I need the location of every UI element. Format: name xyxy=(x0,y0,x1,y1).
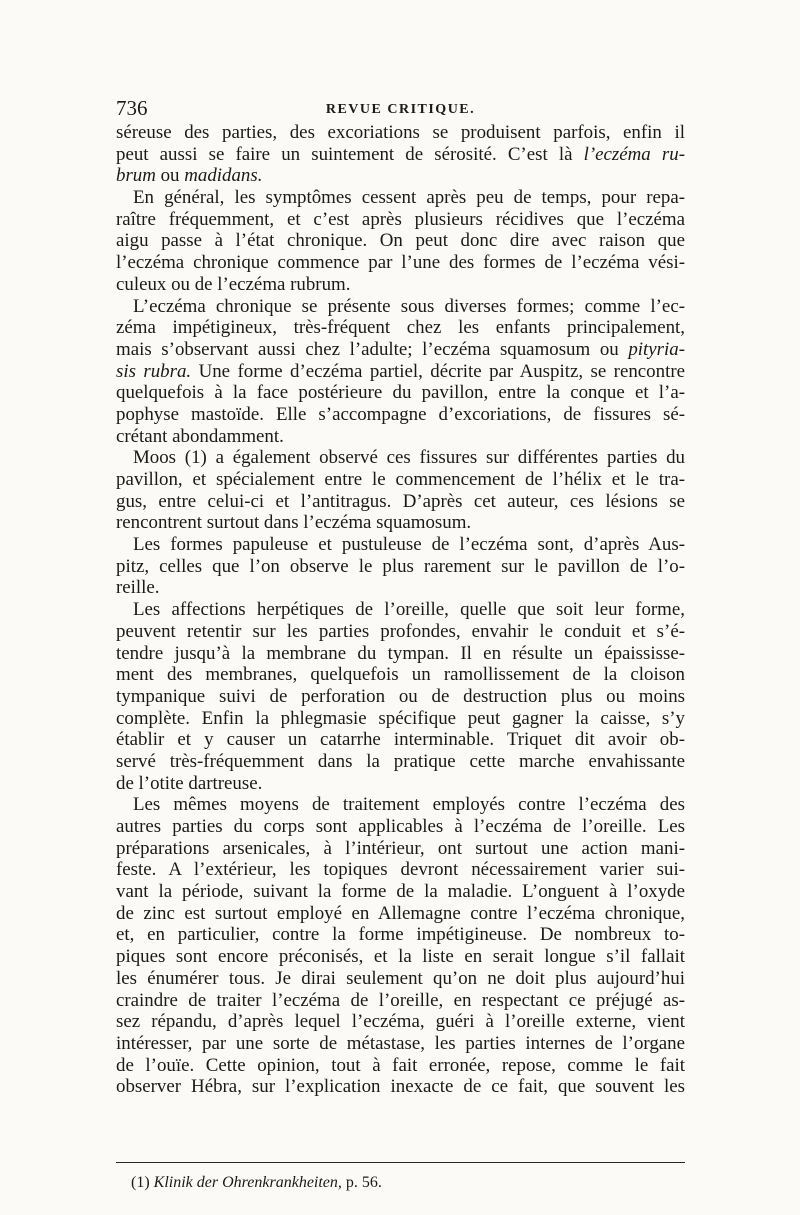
line-text: culeux ou de l’eczéma rubrum. xyxy=(116,273,351,295)
text-line xyxy=(116,1076,685,1098)
text-line xyxy=(116,990,685,1012)
line-text: L’eczéma chronique se présente sous diverses formes; comme l’ec- xyxy=(133,295,685,317)
text-line xyxy=(116,599,685,621)
footnote-title: Klinik der Ohrenkrankheiten, xyxy=(153,1174,342,1191)
line-text: zéma impétigineux, très-fréquent chez les enfants principalement, xyxy=(116,317,685,339)
text-line xyxy=(116,708,685,730)
line-text: peuvent retentir sur les parties profondes, envahir le conduit et s’é- xyxy=(116,620,685,642)
text-line xyxy=(116,643,685,665)
line-text: Les formes papuleuse et pustuleuse de l’eczéma sont, d’après Aus- xyxy=(133,534,685,556)
line-text: servé très-fréquemment dans la pratique cette marche envahissante xyxy=(116,750,685,772)
text-line xyxy=(116,729,685,751)
text-line xyxy=(116,447,685,469)
line-text: sez répandu, d’après lequel l’eczéma, guéri à l’oreille externe, vient xyxy=(116,1011,685,1033)
text-line xyxy=(116,1033,685,1055)
line-text: pavillon, et spécialement entre le commencement de l’hélix et le tra- xyxy=(116,469,685,490)
text-line xyxy=(116,664,685,686)
text-line xyxy=(116,946,685,968)
page-number: 736 xyxy=(116,96,148,120)
text-line xyxy=(116,751,685,773)
text-line xyxy=(116,382,685,404)
line-text: tendre jusqu’à la membrane du tympan. Il en résulte un épaississe- xyxy=(116,642,685,664)
text-line xyxy=(116,339,685,361)
line-italic: sis rubra. xyxy=(116,360,192,382)
text-line xyxy=(116,122,685,144)
line-text: mais s’observant aussi chez l’adulte; l’eczéma squamosum ou xyxy=(116,338,629,360)
footnote-rule xyxy=(116,1162,685,1163)
text-line xyxy=(116,577,685,599)
text-line xyxy=(116,859,685,881)
text-line xyxy=(116,686,685,708)
line-text: quelquefois à la face postérieure du pavillon, entre la conque et l’a- xyxy=(116,382,685,404)
text-line xyxy=(116,165,685,187)
text-line xyxy=(116,903,685,925)
line-text: préparations arsenicales, à l’intérieur, ont surtout une action mani- xyxy=(116,837,685,859)
line-text: pophyse mastoïde. Elle s’accompagne d’excoriations, de fissures sé- xyxy=(116,403,685,425)
text-line xyxy=(116,512,685,534)
line-italic: madidans. xyxy=(184,165,263,187)
line-italic: l’eczéma ru- xyxy=(583,143,685,165)
line-text: Une forme d’eczéma partiel, décrite par Auspitz, se rencontre xyxy=(191,360,685,382)
text-line xyxy=(116,317,685,339)
running-head: REVUE CRITIQUE. xyxy=(325,102,476,117)
line-text: raître fréquemment, et c’est après plusieurs récidives que l’eczéma xyxy=(116,208,685,230)
line-text: aigu passe à l’état chronique. On peut donc dire avec raison que xyxy=(116,230,685,252)
text-line xyxy=(116,469,685,491)
text-line xyxy=(116,144,685,166)
text-line xyxy=(116,230,685,252)
text-line xyxy=(116,773,685,795)
line-text: intéresser, par une sorte de métastase, les parties internes de l’organe xyxy=(116,1032,685,1054)
footnote xyxy=(131,1174,382,1192)
line-text: observer Hébra, sur l’explication inexacte de ce fait, que souvent les xyxy=(116,1076,685,1098)
line-text: reille. xyxy=(116,577,160,599)
line-text: crétant abondamment. xyxy=(116,425,284,447)
text-line xyxy=(116,296,685,318)
text-line xyxy=(116,621,685,643)
line-text: tympanique suivi de perforation ou de destruction plus ou moins xyxy=(116,685,685,707)
text-line xyxy=(116,426,685,448)
line-text: et, en particulier, contre la forme impétigineuse. De nombreux to- xyxy=(116,924,685,946)
text-line xyxy=(116,252,685,274)
line-italic: brum xyxy=(116,165,156,187)
footnote-marker: (1) xyxy=(131,1174,150,1191)
line-italic: pityria- xyxy=(628,338,685,360)
text-line xyxy=(116,816,685,838)
text-line xyxy=(116,794,685,816)
line-text: établir et y causer un catarrhe interminable. Triquet dit avoir ob- xyxy=(116,729,685,751)
line-text: peut aussi se faire un suintement de sérosité. C’est là xyxy=(116,143,584,165)
line-text: feste. A l’extérieur, les topiques devront nécessairement varier sui- xyxy=(116,859,685,881)
footnote-page-ref: p. 56. xyxy=(345,1174,382,1191)
text-line xyxy=(116,491,685,513)
line-text: de zinc est surtout employé en Allemagne contre l’eczéma chronique, xyxy=(116,902,685,924)
line-text: autres parties du corps sont applicables à l’eczéma de l’oreille. Les xyxy=(116,816,685,837)
text-line xyxy=(116,534,685,556)
line-text: complète. Enfin la phlegmasie spécifique peut gagner la caisse, s’y xyxy=(116,707,685,729)
line-text: séreuse des parties, des excoriations se produisent parfois, enfin il xyxy=(116,122,685,143)
line-text: ment des membranes, quelquefois un ramollissement de la cloison xyxy=(116,664,685,686)
line-text: En général, les symptômes cessent après peu de temps, pour repa- xyxy=(133,187,685,209)
text-line xyxy=(116,838,685,860)
line-text: piques sont encore préconisés, et la liste en serait longue s’il fallait xyxy=(116,946,685,968)
line-text: ou xyxy=(155,165,185,187)
text-line xyxy=(116,187,685,209)
text-line xyxy=(116,968,685,990)
line-text: rencontrent surtout dans l’eczéma squamosum. xyxy=(116,512,472,534)
line-text: craindre de traiter l’eczéma de l’oreille, en respectant ce préjugé as- xyxy=(116,989,685,1011)
text-line xyxy=(116,556,685,578)
text-line xyxy=(116,361,685,383)
text-line xyxy=(116,1055,685,1077)
text-line xyxy=(116,404,685,426)
text-line xyxy=(116,274,685,296)
line-text: de l’ouïe. Cette opinion, tout à fait erronée, repose, comme le fait xyxy=(116,1054,685,1076)
text-line xyxy=(116,924,685,946)
text-line xyxy=(116,1011,685,1033)
text-line xyxy=(116,209,685,231)
text-line xyxy=(116,881,685,903)
line-text: de l’otite dartreuse. xyxy=(116,772,263,794)
line-text: l’eczéma chronique commence par l’une des formes de l’eczéma vési- xyxy=(116,252,685,274)
line-text: Les mêmes moyens de traitement employés contre l’eczéma des xyxy=(133,794,685,816)
line-text: gus, entre celui-ci et l’antitragus. D’après cet auteur, ces lésions se xyxy=(116,490,685,512)
line-text: pitz, celles que l’on observe le plus rarement sur le pavillon de l’o- xyxy=(116,555,685,577)
line-text: vant la période, suivant la forme de la maladie. L’onguent à l’oxyde xyxy=(116,881,685,903)
line-text: Les affections herpétiques de l’oreille, quelle que soit leur forme, xyxy=(133,599,685,621)
line-text: les énumérer tous. Je dirai seulement qu’on ne doit plus aujourd’hui xyxy=(116,967,685,989)
line-text: Moos (1) a également observé ces fissures sur différentes parties du xyxy=(133,447,685,469)
body-text xyxy=(116,122,685,1098)
